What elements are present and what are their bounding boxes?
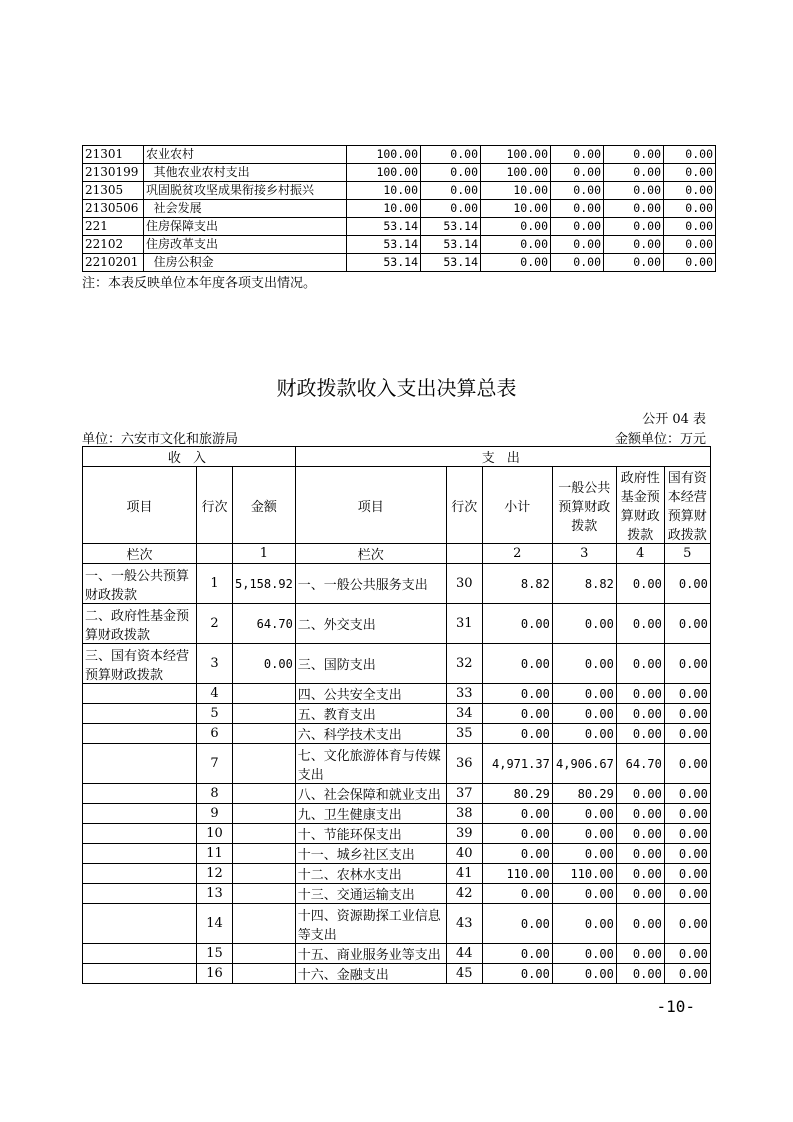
cell-in-item	[83, 704, 197, 724]
income-line-header: 行次	[197, 467, 233, 544]
cell-out-item: 十四、资源勘探工业信息等支出	[295, 904, 446, 944]
cell-out-no: 43	[446, 904, 482, 944]
table-row	[83, 884, 711, 904]
subtotal-header: 小计	[482, 467, 552, 544]
cell-in-amt	[233, 964, 296, 984]
cell-cap: 0.00	[664, 824, 710, 844]
cell-fund: 0.00	[616, 684, 664, 704]
cell-in-no: 11	[197, 844, 233, 864]
cell-in-amt	[233, 684, 296, 704]
report-title: 财政拨款收入支出决算总表	[276, 376, 517, 400]
cell-sub: 0.00	[482, 804, 552, 824]
cell-sub: 0.00	[482, 704, 552, 724]
cell-out-item: 十、节能环保支出	[295, 824, 446, 844]
cell-in-no: 4	[197, 684, 233, 704]
cell-in-no: 10	[197, 824, 233, 844]
table-row	[83, 182, 716, 200]
cell-in-item: 二、政府性基金预算财政拨款	[83, 604, 197, 644]
cell-in-no: 12	[197, 864, 233, 884]
cell-out-no: 34	[446, 704, 482, 724]
cell-fund: 0.00	[616, 904, 664, 944]
cell-gen: 0.00	[552, 904, 616, 944]
cell-sub: 110.00	[482, 864, 552, 884]
upper-cell-name: 住房改革支出	[144, 236, 347, 254]
cell-out-item: 十二、农林水支出	[295, 864, 446, 884]
cell-in-no: 9	[197, 804, 233, 824]
cell-gen: 110.00	[552, 864, 616, 884]
page-number: -10-	[656, 997, 695, 1016]
cell-gen: 0.00	[552, 824, 616, 844]
upper-cell-code: 22102	[83, 236, 144, 254]
cell-out-no: 45	[446, 964, 482, 984]
upper-cell-name: 其他农业农村支出	[144, 164, 347, 182]
upper-cell-v6: 0.00	[664, 218, 716, 236]
cell-out-no: 31	[446, 604, 482, 644]
upper-cell-v1: 53.14	[347, 218, 421, 236]
upper-cell-v6: 0.00	[664, 200, 716, 218]
cell-out-no: 32	[446, 644, 482, 684]
cell-in-no: 15	[197, 944, 233, 964]
upper-cell-v6: 0.00	[664, 254, 716, 272]
cell-in-amt	[233, 704, 296, 724]
cell-out-no: 41	[446, 864, 482, 884]
upper-cell-v3: 0.00	[481, 254, 551, 272]
cell-out-no: 38	[446, 804, 482, 824]
upper-cell-v2: 53.14	[421, 218, 481, 236]
cell-cap: 0.00	[664, 804, 710, 824]
cell-out-item: 三、国防支出	[295, 644, 446, 684]
cell-in-no: 6	[197, 724, 233, 744]
cell-out-item: 十六、金融支出	[295, 964, 446, 984]
table-row	[83, 824, 711, 844]
table-row	[83, 604, 711, 644]
cell-in-no: 13	[197, 884, 233, 904]
upper-cell-v1: 100.00	[347, 164, 421, 182]
col-1: 1	[233, 544, 296, 564]
cell-out-item: 六、科学技术支出	[295, 724, 446, 744]
cell-fund: 0.00	[616, 884, 664, 904]
cell-out-item: 十三、交通运输支出	[295, 884, 446, 904]
cell-out-item: 十一、城乡社区支出	[295, 844, 446, 864]
cell-sub: 80.29	[482, 784, 552, 804]
col-2: 2	[482, 544, 552, 564]
cell-sub: 0.00	[482, 724, 552, 744]
table-row	[83, 164, 716, 182]
upper-cell-v1: 53.14	[347, 254, 421, 272]
cell-in-item: 三、国有资本经营预算财政拨款	[83, 644, 197, 684]
table-row	[83, 904, 711, 944]
upper-cell-code: 221	[83, 218, 144, 236]
upper-cell-v1: 53.14	[347, 236, 421, 254]
table-note: 注：本表反映单位本年度各项支出情况。	[82, 276, 317, 291]
table-row	[83, 704, 711, 724]
income-header: 收 入	[83, 447, 296, 467]
upper-cell-v5: 0.00	[604, 146, 664, 164]
cell-in-amt: 0.00	[233, 644, 296, 684]
cell-cap: 0.00	[664, 964, 710, 984]
upper-cell-v2: 0.00	[421, 164, 481, 182]
cell-sub: 0.00	[482, 844, 552, 864]
cell-in-item	[83, 964, 197, 984]
cell-gen: 0.00	[552, 644, 616, 684]
upper-cell-v4: 0.00	[551, 182, 604, 200]
upper-cell-v2: 53.14	[421, 254, 481, 272]
upper-cell-v1: 10.00	[347, 200, 421, 218]
expense-line-header: 行次	[446, 467, 482, 544]
cell-in-item	[83, 724, 197, 744]
cell-out-item: 十五、商业服务业等支出	[295, 944, 446, 964]
cell-cap: 0.00	[664, 604, 710, 644]
table-row	[83, 236, 716, 254]
upper-cell-name: 住房保障支出	[144, 218, 347, 236]
cell-cap: 0.00	[664, 704, 710, 724]
budget-summary-table	[82, 446, 711, 984]
upper-cell-v1: 10.00	[347, 182, 421, 200]
expense-item-header: 项目	[295, 467, 446, 544]
upper-cell-v5: 0.00	[604, 218, 664, 236]
cell-in-no: 8	[197, 784, 233, 804]
table-row	[83, 944, 711, 964]
upper-cell-v3: 10.00	[481, 200, 551, 218]
cell-gen: 0.00	[552, 884, 616, 904]
cell-fund: 0.00	[616, 784, 664, 804]
cell-sub: 4,971.37	[482, 744, 552, 784]
form-number: 公开 04 表	[642, 412, 706, 427]
cell-cap: 0.00	[664, 564, 710, 604]
general-budget-header: 一般公共预算财政拨款	[552, 467, 616, 544]
cell-in-item	[83, 784, 197, 804]
cell-gen: 8.82	[552, 564, 616, 604]
cell-fund: 0.00	[616, 724, 664, 744]
cell-sub: 0.00	[482, 964, 552, 984]
cell-out-no: 33	[446, 684, 482, 704]
upper-cell-code: 2210201	[83, 254, 144, 272]
upper-cell-v3: 100.00	[481, 164, 551, 182]
cell-cap: 0.00	[664, 724, 710, 744]
upper-cell-code: 21305	[83, 182, 144, 200]
cell-out-no: 37	[446, 784, 482, 804]
upper-cell-v5: 0.00	[604, 254, 664, 272]
cell-in-no: 5	[197, 704, 233, 724]
table-row	[83, 564, 711, 604]
upper-cell-v2: 0.00	[421, 182, 481, 200]
upper-cell-code: 2130199	[83, 164, 144, 182]
cell-gen: 80.29	[552, 784, 616, 804]
cell-gen: 0.00	[552, 684, 616, 704]
cell-cap: 0.00	[664, 904, 710, 944]
cell-in-item	[83, 844, 197, 864]
cell-gen: 0.00	[552, 604, 616, 644]
cell-gen: 0.00	[552, 964, 616, 984]
table-row	[83, 724, 711, 744]
cell-out-no: 42	[446, 884, 482, 904]
table-row	[83, 200, 716, 218]
cell-sub: 0.00	[482, 824, 552, 844]
cell-cap: 0.00	[664, 944, 710, 964]
upper-cell-v6: 0.00	[664, 164, 716, 182]
cell-out-item: 七、文化旅游体育与传媒支出	[295, 744, 446, 784]
upper-cell-v2: 0.00	[421, 146, 481, 164]
upper-cell-v4: 0.00	[551, 254, 604, 272]
upper-cell-code: 21301	[83, 146, 144, 164]
table-row	[83, 684, 711, 704]
cell-in-item	[83, 744, 197, 784]
cell-cap: 0.00	[664, 784, 710, 804]
upper-cell-v6: 0.00	[664, 146, 716, 164]
upper-cell-v5: 0.00	[604, 164, 664, 182]
cell-out-no: 39	[446, 824, 482, 844]
cell-fund: 0.00	[616, 604, 664, 644]
upper-cell-v3: 0.00	[481, 218, 551, 236]
cell-gen: 0.00	[552, 724, 616, 744]
cell-in-amt	[233, 844, 296, 864]
col-label: 栏次	[83, 544, 197, 564]
table-row	[83, 644, 711, 684]
cell-gen: 0.00	[552, 704, 616, 724]
upper-cell-v3: 0.00	[481, 236, 551, 254]
cell-sub: 0.00	[482, 884, 552, 904]
cell-in-amt	[233, 884, 296, 904]
cell-in-amt	[233, 784, 296, 804]
cell-sub: 8.82	[482, 564, 552, 604]
upper-cell-v4: 0.00	[551, 236, 604, 254]
table-row	[83, 744, 711, 784]
upper-cell-v4: 0.00	[551, 200, 604, 218]
cell-fund: 0.00	[616, 564, 664, 604]
cell-in-amt	[233, 904, 296, 944]
cell-in-no: 1	[197, 564, 233, 604]
cell-in-amt	[233, 744, 296, 784]
upper-cell-v3: 10.00	[481, 182, 551, 200]
upper-cell-v5: 0.00	[604, 182, 664, 200]
cell-fund: 0.00	[616, 804, 664, 824]
upper-cell-v6: 0.00	[664, 236, 716, 254]
cell-out-no: 30	[446, 564, 482, 604]
money-unit: 金额单位：万元	[614, 432, 706, 447]
upper-cell-v1: 100.00	[347, 146, 421, 164]
upper-cell-v2: 53.14	[421, 236, 481, 254]
cell-out-item: 五、教育支出	[295, 704, 446, 724]
cell-in-item	[83, 824, 197, 844]
cell-in-amt: 5,158.92	[233, 564, 296, 604]
cell-fund: 0.00	[616, 944, 664, 964]
cell-fund: 0.00	[616, 864, 664, 884]
cell-cap: 0.00	[664, 644, 710, 684]
cell-in-amt	[233, 804, 296, 824]
cell-out-no: 35	[446, 724, 482, 744]
cell-cap: 0.00	[664, 864, 710, 884]
table-row	[83, 218, 716, 236]
cell-out-no: 40	[446, 844, 482, 864]
expense-header: 支 出	[295, 447, 710, 467]
cell-out-no: 44	[446, 944, 482, 964]
upper-cell-v2: 0.00	[421, 200, 481, 218]
cell-in-item	[83, 804, 197, 824]
cell-fund: 0.00	[616, 964, 664, 984]
upper-cell-v5: 0.00	[604, 200, 664, 218]
cell-gen: 0.00	[552, 844, 616, 864]
cell-in-item	[83, 884, 197, 904]
cell-in-amt	[233, 824, 296, 844]
upper-cell-v4: 0.00	[551, 164, 604, 182]
table-row	[83, 784, 711, 804]
upper-cell-code: 2130506	[83, 200, 144, 218]
cell-sub: 0.00	[482, 944, 552, 964]
col-5: 5	[664, 544, 710, 564]
table-row	[83, 254, 716, 272]
upper-cell-name: 住房公积金	[144, 254, 347, 272]
cell-cap: 0.00	[664, 844, 710, 864]
upper-expense-table	[82, 145, 716, 272]
cell-out-item: 一、一般公共服务支出	[295, 564, 446, 604]
upper-cell-name: 社会发展	[144, 200, 347, 218]
cell-in-no: 7	[197, 744, 233, 784]
cell-fund: 0.00	[616, 704, 664, 724]
upper-cell-name: 巩固脱贫攻坚成果衔接乡村振兴	[144, 182, 347, 200]
state-capital-header: 国有资本经营预算财政拨款	[664, 467, 710, 544]
cell-sub: 0.00	[482, 904, 552, 944]
col-label-2: 栏次	[295, 544, 446, 564]
cell-in-no: 2	[197, 604, 233, 644]
cell-gen: 0.00	[552, 944, 616, 964]
col-3: 3	[552, 544, 616, 564]
cell-out-item: 九、卫生健康支出	[295, 804, 446, 824]
upper-cell-v5: 0.00	[604, 236, 664, 254]
cell-fund: 0.00	[616, 644, 664, 684]
income-item-header: 项目	[83, 467, 197, 544]
table-row	[83, 864, 711, 884]
cell-out-item: 二、外交支出	[295, 604, 446, 644]
cell-cap: 0.00	[664, 684, 710, 704]
cell-cap: 0.00	[664, 744, 710, 784]
reporting-unit: 单位：六安市文化和旅游局	[82, 432, 239, 447]
cell-fund: 0.00	[616, 844, 664, 864]
cell-in-amt	[233, 724, 296, 744]
upper-cell-v6: 0.00	[664, 182, 716, 200]
cell-gen: 4,906.67	[552, 744, 616, 784]
col-4: 4	[616, 544, 664, 564]
cell-in-item	[83, 684, 197, 704]
cell-in-item	[83, 904, 197, 944]
table-row	[83, 844, 711, 864]
cell-fund: 0.00	[616, 824, 664, 844]
cell-in-item: 一、一般公共预算财政拨款	[83, 564, 197, 604]
cell-in-amt: 64.70	[233, 604, 296, 644]
table-row	[83, 146, 716, 164]
cell-fund: 64.70	[616, 744, 664, 784]
cell-out-item: 八、社会保障和就业支出	[295, 784, 446, 804]
cell-in-item	[83, 864, 197, 884]
cell-sub: 0.00	[482, 644, 552, 684]
upper-cell-v3: 100.00	[481, 146, 551, 164]
upper-cell-v4: 0.00	[551, 218, 604, 236]
cell-out-item: 四、公共安全支出	[295, 684, 446, 704]
table-row	[83, 964, 711, 984]
cell-in-no: 3	[197, 644, 233, 684]
cell-gen: 0.00	[552, 804, 616, 824]
cell-in-no: 14	[197, 904, 233, 944]
gov-fund-header: 政府性基金预算财政拨款	[616, 467, 664, 544]
upper-cell-v4: 0.00	[551, 146, 604, 164]
cell-in-amt	[233, 864, 296, 884]
cell-sub: 0.00	[482, 684, 552, 704]
cell-in-item	[83, 944, 197, 964]
cell-in-no: 16	[197, 964, 233, 984]
cell-in-amt	[233, 944, 296, 964]
cell-out-no: 36	[446, 744, 482, 784]
cell-cap: 0.00	[664, 884, 710, 904]
cell-sub: 0.00	[482, 604, 552, 644]
upper-cell-name: 农业农村	[144, 146, 347, 164]
income-amount-header: 金额	[233, 467, 296, 544]
table-row	[83, 804, 711, 824]
